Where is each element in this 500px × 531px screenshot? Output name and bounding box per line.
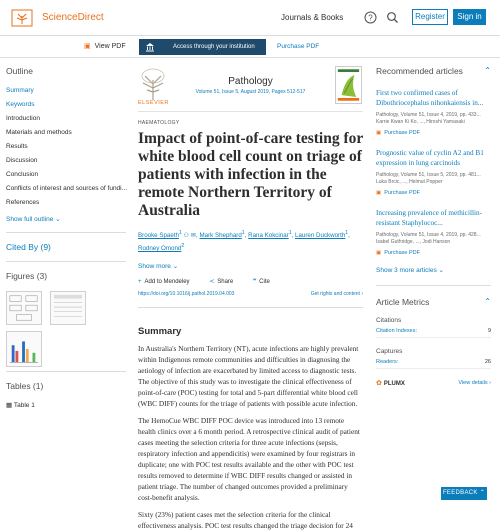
author-affiliation[interactable]: 2 <box>181 243 185 250</box>
outline-item-discussion[interactable]: Discussion <box>6 157 38 164</box>
recommended-article-title[interactable]: Increasing prevalence of methicillin-resistant Staphylococ... <box>376 209 482 227</box>
citation-indexes-row[interactable] <box>376 328 491 338</box>
author-link[interactable]: Brooke Spaeth <box>138 232 179 240</box>
article-actions <box>138 278 363 285</box>
plumx-logo-icon: ✿ <box>376 380 382 387</box>
show-more-articles-button[interactable] <box>376 266 491 274</box>
chevron-down-icon: ⌄ <box>438 267 444 274</box>
recommended-article-journal: Pathology, Volume 51, Issue 4, 2019, pp. 428... <box>376 232 481 238</box>
figures-heading: Figures (3) <box>6 271 48 281</box>
captures-label: Captures <box>376 348 403 355</box>
outline-item-introduction[interactable]: Introduction <box>6 115 40 122</box>
divider <box>6 232 126 233</box>
outline-item-materials-methods[interactable]: Materials and methods <box>6 129 72 136</box>
author-affiliation[interactable]: 1 <box>241 230 245 236</box>
journals-books-link[interactable]: Journals & Books <box>281 13 344 22</box>
divider <box>376 285 491 286</box>
purchase-pdf-link[interactable] <box>376 130 491 136</box>
svg-text:?: ? <box>368 13 373 23</box>
chevron-down-icon: ⌄ <box>172 263 179 271</box>
recommended-article-journal: Pathology, Volume 51, Issue 4, 2019, pp. 433... <box>376 112 481 118</box>
metrics-heading-label: Article Metrics <box>376 297 430 307</box>
show-more-button[interactable] <box>138 262 363 270</box>
feedback-label: FEEDBACK <box>442 490 478 496</box>
view-details-label: View details <box>458 380 488 386</box>
pdf-icon: ▣ <box>376 190 382 196</box>
access-label: Access through your institution <box>173 44 255 50</box>
summary-paragraph: Sixty (23%) patient cases met the selection criteria for the clinical effectiveness analysis. POC test results changed the triage decision for 24 <box>138 510 353 531</box>
pdf-icon: ▣ <box>376 250 382 256</box>
share-button[interactable] <box>209 279 242 285</box>
outline-item-references[interactable]: References <box>6 199 40 206</box>
show-full-outline-label: Show full outline <box>6 216 54 223</box>
article-section-label: HAEMATOLOGY <box>138 120 180 126</box>
figure-thumbnail-2[interactable] <box>50 291 86 325</box>
sign-in-button[interactable]: Sign in <box>453 9 486 25</box>
outline-item-summary[interactable]: Summary <box>6 87 34 94</box>
outline-item-conflicts[interactable]: Conflicts of interest and sources of fundi... <box>6 185 128 192</box>
divider <box>6 261 126 262</box>
quote-icon: ❞ <box>252 279 257 286</box>
author-affiliation[interactable]: 1 <box>178 230 182 236</box>
recommended-article-authors: Isabel Guthridge, ..., Jodi Hanson <box>376 239 451 245</box>
right-sidebar <box>376 66 491 391</box>
doi-link[interactable]: https://doi.org/10.1016/j.pathol.2019.04.003 <box>138 291 235 298</box>
article-toolbar <box>0 36 500 58</box>
chevron-up-icon[interactable]: ⌃ <box>484 297 491 306</box>
article-title: Impact of point-of-care testing for white blood cell count on triage of patients with infection in the remote Northern Territory of Australia <box>138 130 363 219</box>
recommended-heading[interactable] <box>376 66 491 76</box>
citations-label: Citations <box>376 317 402 324</box>
author-affiliation[interactable]: 1 <box>345 230 349 236</box>
recommended-article <box>376 148 491 196</box>
figure-thumbnail-3[interactable] <box>6 331 42 367</box>
purchase-pdf-link[interactable]: Purchase PDF <box>277 43 320 50</box>
summary-paragraph: In Australia's Northern Territory (NT), acute infections are highly prevalent within Indigenous remote communities and difficulties in diagnosing the aetiology of infection are exacerbated by limited access to diagnostic tests. The objective of this study was to investigate the clinical effectiveness of point-of-care (POC) testing for total and 5-part differential white blood cell (WBC DIFF) counts for the triage of patients with possible acute infection. <box>138 344 359 409</box>
recommended-article-authors: Luka Brcic, ..., Helmut Popper <box>376 179 443 185</box>
outline-heading: Outline <box>6 66 33 76</box>
share-label: Share <box>217 279 234 286</box>
plumx-logo: PLUMX <box>383 381 405 387</box>
cited-by-link[interactable]: Cited By (9) <box>6 242 51 252</box>
show-more-articles-label: Show 3 more articles <box>376 267 437 274</box>
author-list: Brooke Spaeth$^1$ ⚇ ✉, Mark Shephard$^1$, Rana Kokcinar$^1$, Lauren Duckworth$^1$, Rodney Omond$^2$ <box>138 230 350 253</box>
chevron-up-icon: ⌃ <box>479 490 486 496</box>
table-1-link[interactable] <box>6 401 126 409</box>
summary-heading: Summary <box>138 326 182 338</box>
journal-title[interactable]: Pathology <box>228 76 273 87</box>
pdf-icon: ▣ <box>84 43 91 50</box>
add-mendeley-label: Add to Mendeley <box>144 279 190 286</box>
outline-item-conclusion[interactable]: Conclusion <box>6 171 39 178</box>
chevron-up-icon[interactable]: ⌃ <box>484 66 491 75</box>
outline-item-results[interactable]: Results <box>6 143 28 150</box>
institution-icon <box>145 42 155 52</box>
author-link[interactable]: Lauren Duckworth <box>295 232 346 240</box>
figure-thumbnail-1[interactable] <box>6 291 42 325</box>
view-details-link[interactable] <box>458 380 491 386</box>
left-sidebar <box>6 66 126 409</box>
journal-header <box>138 64 363 112</box>
purchase-pdf-link[interactable] <box>376 190 491 196</box>
tables-heading: Tables (1) <box>6 381 44 391</box>
email-icon[interactable]: ✉ <box>190 232 197 240</box>
person-icon: ⚇ <box>183 232 190 240</box>
recommended-article <box>376 88 491 136</box>
purchase-pdf-link[interactable] <box>376 250 491 256</box>
table-1-label: Table 1 <box>13 402 35 409</box>
view-pdf-button[interactable] <box>84 42 126 50</box>
recommended-article-journal: Pathology, Volume 51, Issue 5, 2019, pp. 481... <box>376 172 481 178</box>
recommended-article-title[interactable]: Prognostic value of cyclin A2 and B1 expression in lung carcinoids <box>376 149 484 167</box>
table-icon: ▦ <box>6 402 14 409</box>
divider <box>6 371 126 372</box>
register-button[interactable]: Register <box>412 9 448 25</box>
divider <box>138 307 363 308</box>
cite-button[interactable] <box>253 279 279 285</box>
top-header <box>0 0 500 36</box>
chevron-down-icon: ⌄ <box>55 216 61 223</box>
show-more-label: Show more <box>138 263 171 271</box>
add-mendeley-button[interactable] <box>138 279 199 285</box>
pdf-icon: ▣ <box>376 130 382 136</box>
chevron-right-icon: › <box>359 291 363 298</box>
recommended-article-authors: Karrie Kwan Ki Ko, ..., Hiroshi Yamasaki <box>376 119 465 125</box>
citation-indexes-label: Citation Indexes: <box>376 328 417 334</box>
purchase-pdf-label: Purchase PDF <box>384 130 420 136</box>
author-link[interactable]: Mark Shephard <box>199 232 242 240</box>
citation-indexes-value: 9 <box>487 328 491 334</box>
publisher-name: ELSEVIER <box>138 100 169 106</box>
readers-row[interactable] <box>376 359 491 369</box>
readers-value: 26 <box>484 359 491 365</box>
share-icon: ≺ <box>209 279 215 286</box>
plus-icon: + <box>138 279 142 286</box>
purchase-pdf-label: Purchase PDF <box>384 190 420 196</box>
cite-label: Cite <box>259 279 270 286</box>
help-icon[interactable] <box>364 11 377 24</box>
feedback-button[interactable] <box>441 487 487 500</box>
metrics-heading[interactable] <box>376 297 491 307</box>
author-affiliation[interactable]: 1 <box>288 230 292 236</box>
recommended-article <box>376 208 491 256</box>
journal-cover-image[interactable] <box>335 66 362 104</box>
institution-access-button[interactable] <box>139 39 266 55</box>
rights-label: Get rights and content <box>310 291 360 298</box>
recommended-article-title[interactable]: First two confirmed cases of Dibothriocephalus nihonkaiensis in... <box>376 89 484 107</box>
plumx-row <box>376 379 491 391</box>
figure-thumbnails <box>6 291 126 371</box>
readers-label: Readers: <box>376 359 399 365</box>
recommended-heading-label: Recommended articles <box>376 66 463 76</box>
elsevier-tree-icon[interactable] <box>11 9 33 27</box>
outline-item-keywords[interactable]: Keywords <box>6 101 35 108</box>
purchase-pdf-label: Purchase PDF <box>384 250 420 256</box>
show-full-outline-button[interactable] <box>6 215 126 223</box>
article-main <box>138 64 363 531</box>
journal-issue-info[interactable]: Volume 51, Issue 5, August 2019, Pages 512-517 <box>195 89 306 95</box>
rights-link[interactable] <box>311 291 363 297</box>
brand-name[interactable]: ScienceDirect <box>42 12 104 23</box>
author-link[interactable]: Rana Kokcinar <box>248 232 289 240</box>
search-icon[interactable] <box>386 11 399 24</box>
summary-paragraph: The HemoCue WBC DIFF POC device was introduced into 13 remote health clinics over a 6 month period. A retrospective clinical audit of patient cases meeting the selection criteria for three acute infections (sepsis, respiratory infection and appendicitis) were examined by four registrars in duplicate; one with POC test results available and the other with POC test results removed to determine if WBC DIFF results changed or assisted in patient triage. The number of changed outcomes provided a preliminary cost-benefit analysis. <box>138 416 360 503</box>
chevron-right-icon: › <box>487 380 491 386</box>
doi-row <box>138 291 363 303</box>
view-pdf-label: View PDF <box>94 43 126 50</box>
author-link[interactable]: Rodney Omond <box>138 245 182 253</box>
